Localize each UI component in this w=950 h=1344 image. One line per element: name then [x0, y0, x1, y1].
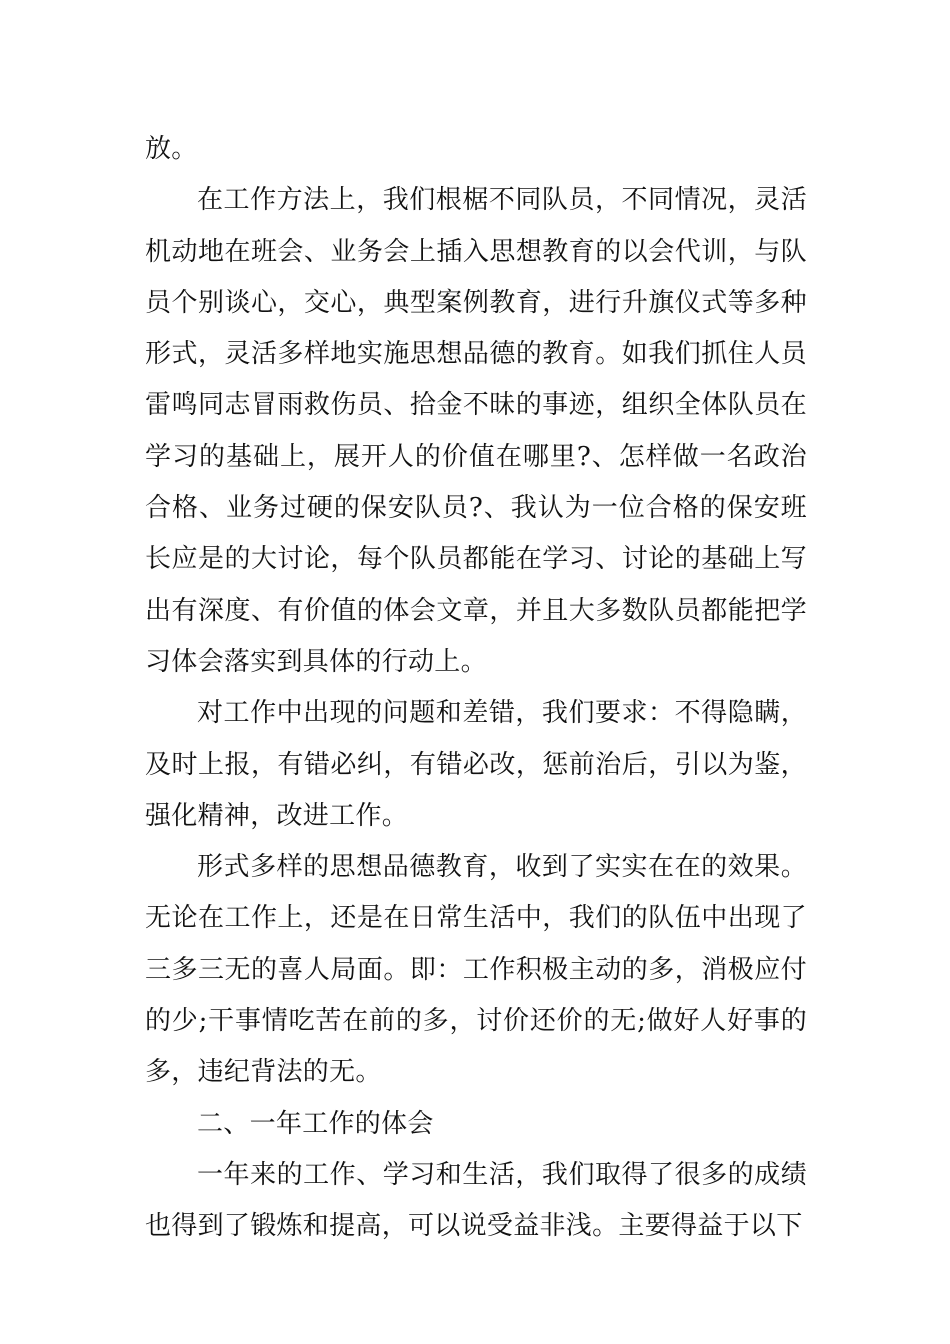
- section-heading: 二、一年工作的体会: [197, 1108, 434, 1139]
- paragraph-year-summary: 一年来的工作、学习和生活，我们取得了很多的成绩也得到了锻炼和提高，可以说受益非浅。主要得益于以下: [145, 1159, 807, 1242]
- document-body: [145, 124, 807, 1253]
- paragraph-continuation: 放。: [145, 134, 198, 164]
- paragraph-errors-handling: 对工作中出现的问题和差错，我们要求：不得隐瞒，及时上报，有错必纠，有错必改，惩前治后，引以为鉴，强化精神，改进工作。: [145, 698, 807, 831]
- paragraph-work-methods: 在工作方法上，我们根椐不同队员，不同情况，灵活机动地在班会、业务会上插入思想教育的以会代训，与队员个别谈心，交心，典型案例教育，进行升旗仪式等多种形式，灵活多样地实施思想品德的教育。如我们抓住人员雷鸣同志冒雨救伤员、拾金不昧的事迹，组织全体队员在学习的基础上，展开人的价值在哪里?、怎样做一名政治合格、业务过硬的保安队员?、我认为一位合格的保安班长应是的大讨论，每个队员都能在学习、讨论的基础上写出有深度、有价值的体会文章，并且大多数队员都能把学习体会落实到具体的行动上。: [145, 185, 807, 677]
- paragraph-education-results: 形式多样的思想品德教育，收到了实实在在的效果。无论在工作上，还是在日常生活中，我们的队伍中出现了三多三无的喜人局面。即：工作积极主动的多，消极应付的少;干事情吃苦在前的多，讨价还价的无;做好人好事的多，违纪背法的无。: [145, 852, 807, 1088]
